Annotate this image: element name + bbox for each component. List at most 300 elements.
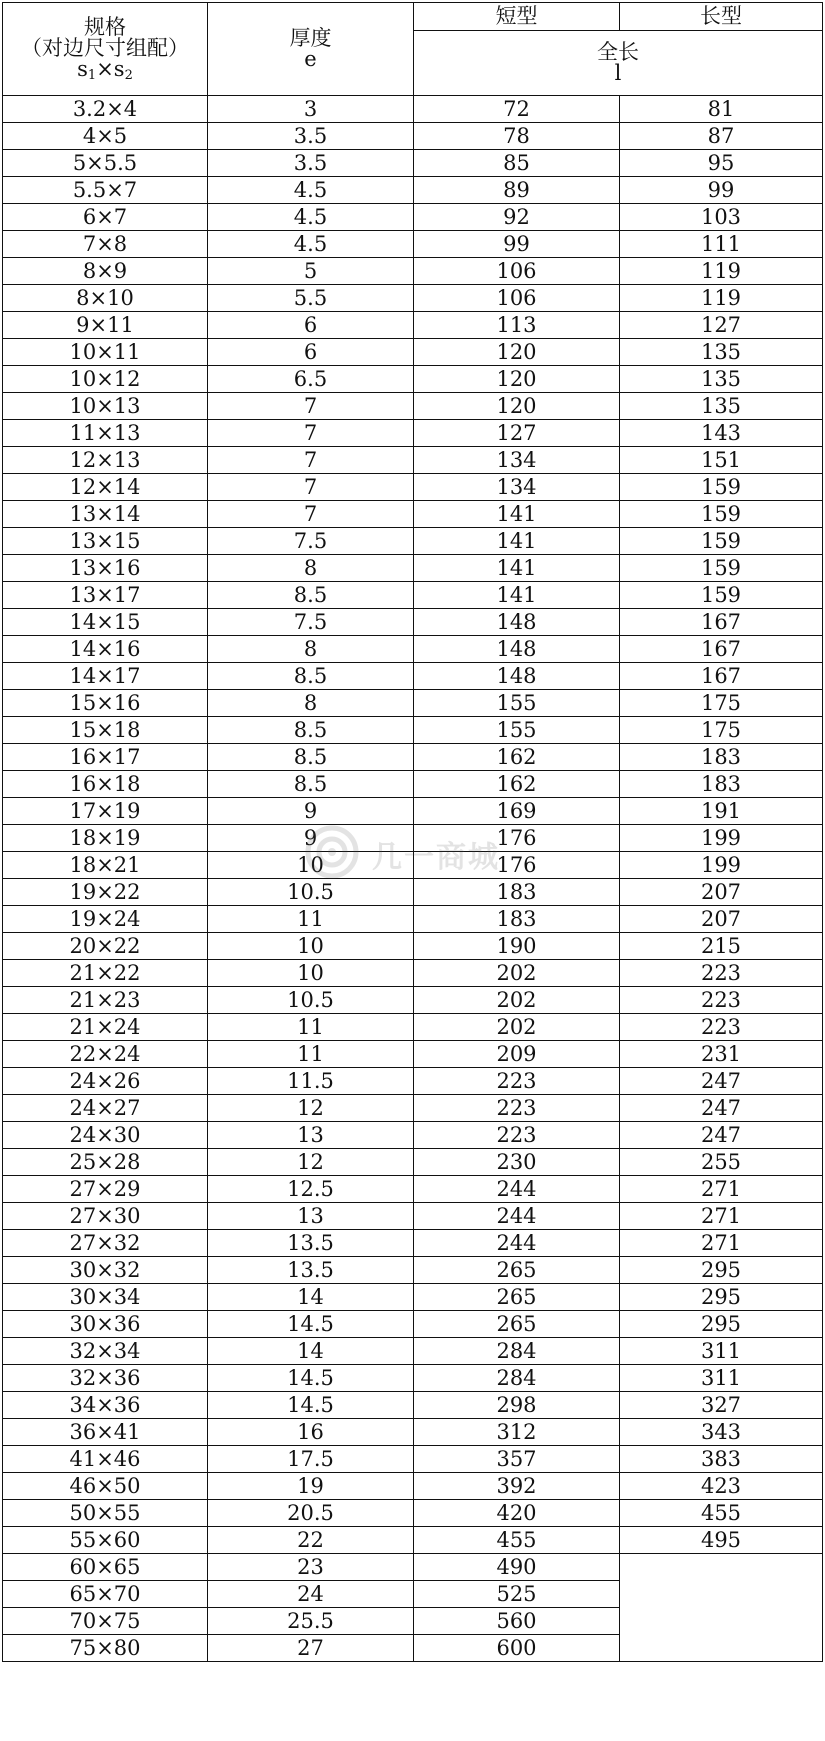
long-cell: 175 (620, 690, 823, 717)
spec-cell: 8×10 (3, 285, 208, 312)
short-cell: 223 (414, 1068, 620, 1095)
thickness-header-label: 厚度 (289, 26, 332, 50)
table-row (3, 1041, 823, 1068)
spec-s1: s (77, 56, 88, 81)
spec-cell: 13×14 (3, 501, 208, 528)
spec-cell: 3.2×4 (3, 96, 208, 123)
long-cell: 167 (620, 663, 823, 690)
short-cell: 134 (414, 474, 620, 501)
long-cell: 119 (620, 258, 823, 285)
spec-cell: 24×26 (3, 1068, 208, 1095)
table-row (3, 1257, 823, 1284)
short-cell: 120 (414, 393, 620, 420)
spec-cell: 65×70 (3, 1581, 208, 1608)
table-row (3, 1122, 823, 1149)
thickness-cell: 11.5 (208, 1068, 414, 1095)
spec-cell: 4×5 (3, 123, 208, 150)
spec-cell: 16×18 (3, 771, 208, 798)
spec-cell: 22×24 (3, 1041, 208, 1068)
thickness-cell: 27 (208, 1635, 414, 1662)
thickness-cell: 7 (208, 447, 414, 474)
short-cell: 560 (414, 1608, 620, 1635)
long-cell: 455 (620, 1500, 823, 1527)
spec-cell: 9×11 (3, 312, 208, 339)
spec-cell: 34×36 (3, 1392, 208, 1419)
spec-cell: 21×22 (3, 960, 208, 987)
thickness-cell: 14.5 (208, 1392, 414, 1419)
short-cell: 169 (414, 798, 620, 825)
short-type-header: 短型 (414, 3, 620, 31)
spec-s1-subscript: 1 (87, 67, 97, 83)
table-row (3, 204, 823, 231)
long-cell: 151 (620, 447, 823, 474)
spec-cell: 7×8 (3, 231, 208, 258)
spec-cell: 10×11 (3, 339, 208, 366)
table-row (3, 312, 823, 339)
spec-header-subtitle: （对边尺寸组配） (21, 35, 189, 60)
spec-s2: s (113, 56, 125, 81)
table-row (3, 690, 823, 717)
long-cell: 103 (620, 204, 823, 231)
spec-cell: 46×50 (3, 1473, 208, 1500)
short-cell: 209 (414, 1041, 620, 1068)
table-row (3, 285, 823, 312)
table-row (3, 258, 823, 285)
long-cell: 271 (620, 1203, 823, 1230)
long-cell: 231 (620, 1041, 823, 1068)
thickness-cell: 11 (208, 906, 414, 933)
short-cell: 148 (414, 636, 620, 663)
short-cell: 265 (414, 1311, 620, 1338)
thickness-cell: 24 (208, 1581, 414, 1608)
table-row (3, 798, 823, 825)
short-cell: 141 (414, 528, 620, 555)
long-cell: 175 (620, 717, 823, 744)
thickness-cell: 14.5 (208, 1311, 414, 1338)
spec-s2-subscript: 2 (124, 67, 133, 83)
spec-cell: 17×19 (3, 798, 208, 825)
short-cell: 244 (414, 1203, 620, 1230)
table-row (3, 150, 823, 177)
thickness-cell: 3.5 (208, 150, 414, 177)
short-cell: 284 (414, 1365, 620, 1392)
short-cell: 176 (414, 825, 620, 852)
short-cell: 141 (414, 501, 620, 528)
thickness-cell: 14 (208, 1338, 414, 1365)
thickness-cell: 14 (208, 1284, 414, 1311)
long-cell: 99 (620, 177, 823, 204)
thickness-cell: 9 (208, 798, 414, 825)
spec-cell: 13×15 (3, 528, 208, 555)
short-cell: 420 (414, 1500, 620, 1527)
table-row (3, 825, 823, 852)
table-row (3, 1203, 823, 1230)
spec-cell: 5.5×7 (3, 177, 208, 204)
spec-cell: 60×65 (3, 1554, 208, 1581)
short-cell: 183 (414, 879, 620, 906)
spec-cell: 13×17 (3, 582, 208, 609)
spec-times: × (96, 56, 114, 81)
table-row (3, 96, 823, 123)
thickness-cell: 16 (208, 1419, 414, 1446)
long-cell: 159 (620, 555, 823, 582)
thickness-cell: 23 (208, 1554, 414, 1581)
spec-cell: 19×24 (3, 906, 208, 933)
spec-cell: 24×30 (3, 1122, 208, 1149)
short-cell: 89 (414, 177, 620, 204)
table-row (3, 177, 823, 204)
long-cell: 207 (620, 879, 823, 906)
short-cell: 148 (414, 663, 620, 690)
thickness-column-header (208, 3, 414, 96)
spec-column-header (3, 3, 208, 96)
short-cell: 298 (414, 1392, 620, 1419)
short-cell: 244 (414, 1230, 620, 1257)
thickness-cell: 8 (208, 555, 414, 582)
short-cell: 223 (414, 1095, 620, 1122)
thickness-cell: 13.5 (208, 1230, 414, 1257)
thickness-cell: 5.5 (208, 285, 414, 312)
thickness-cell: 3 (208, 96, 414, 123)
thickness-cell: 8.5 (208, 771, 414, 798)
table-row (3, 1014, 823, 1041)
thickness-cell: 10.5 (208, 879, 414, 906)
spec-cell: 20×22 (3, 933, 208, 960)
thickness-cell: 20.5 (208, 1500, 414, 1527)
spec-cell: 30×32 (3, 1257, 208, 1284)
short-cell: 490 (414, 1554, 620, 1581)
long-cell: 87 (620, 123, 823, 150)
short-cell: 455 (414, 1527, 620, 1554)
table-row (3, 1068, 823, 1095)
spec-cell: 25×28 (3, 1149, 208, 1176)
long-cell: 119 (620, 285, 823, 312)
long-cell: 135 (620, 339, 823, 366)
thickness-cell: 12.5 (208, 1176, 414, 1203)
table-row (3, 447, 823, 474)
table-row (3, 231, 823, 258)
long-cell: 311 (620, 1365, 823, 1392)
spec-cell: 27×30 (3, 1203, 208, 1230)
short-cell: 113 (414, 312, 620, 339)
long-cell: 343 (620, 1419, 823, 1446)
spec-cell: 18×19 (3, 825, 208, 852)
spec-header-formula (3, 56, 207, 83)
short-cell: 265 (414, 1257, 620, 1284)
long-cell: 111 (620, 231, 823, 258)
short-cell: 223 (414, 1122, 620, 1149)
long-cell: 383 (620, 1446, 823, 1473)
table-row (3, 1392, 823, 1419)
spec-cell: 14×16 (3, 636, 208, 663)
spec-cell: 14×17 (3, 663, 208, 690)
long-cell: 223 (620, 960, 823, 987)
length-header-label: 全长 (597, 40, 639, 64)
spec-cell: 6×7 (3, 204, 208, 231)
thickness-header-symbol: e (304, 47, 317, 71)
thickness-cell: 10.5 (208, 987, 414, 1014)
short-cell: 176 (414, 852, 620, 879)
table-row (3, 1473, 823, 1500)
table-row (3, 1176, 823, 1203)
table-row (3, 1095, 823, 1122)
spec-cell: 32×34 (3, 1338, 208, 1365)
spec-cell: 12×14 (3, 474, 208, 501)
short-cell: 106 (414, 285, 620, 312)
long-cell: 423 (620, 1473, 823, 1500)
spec-cell: 10×13 (3, 393, 208, 420)
spec-cell: 32×36 (3, 1365, 208, 1392)
table-row (3, 609, 823, 636)
thickness-cell: 4.5 (208, 204, 414, 231)
thickness-cell: 5 (208, 258, 414, 285)
short-cell: 155 (414, 690, 620, 717)
spec-cell: 30×34 (3, 1284, 208, 1311)
thickness-cell: 8.5 (208, 582, 414, 609)
thickness-cell: 6.5 (208, 366, 414, 393)
table-row (3, 123, 823, 150)
table-row (3, 906, 823, 933)
spec-cell: 11×13 (3, 420, 208, 447)
thickness-cell: 13.5 (208, 1257, 414, 1284)
watermark-text: 几一商城 (372, 840, 500, 875)
long-cell: 271 (620, 1176, 823, 1203)
table-row (3, 366, 823, 393)
table-row (3, 1554, 823, 1581)
long-type-header: 长型 (620, 3, 823, 31)
wrench-spec-table (2, 2, 823, 1662)
long-cell: 127 (620, 312, 823, 339)
thickness-cell: 4.5 (208, 231, 414, 258)
short-cell: 148 (414, 609, 620, 636)
spec-cell: 27×29 (3, 1176, 208, 1203)
thickness-cell: 12 (208, 1149, 414, 1176)
spec-cell: 14×15 (3, 609, 208, 636)
spec-cell: 27×32 (3, 1230, 208, 1257)
table-row (3, 339, 823, 366)
spec-cell: 36×41 (3, 1419, 208, 1446)
spec-cell: 30×36 (3, 1311, 208, 1338)
short-cell: 183 (414, 906, 620, 933)
thickness-cell: 6 (208, 339, 414, 366)
table-row (3, 852, 823, 879)
spec-cell: 12×13 (3, 447, 208, 474)
table-row (3, 960, 823, 987)
long-cell: 295 (620, 1311, 823, 1338)
spec-cell: 10×12 (3, 366, 208, 393)
short-cell: 120 (414, 366, 620, 393)
table-row (3, 1230, 823, 1257)
long-cell: 135 (620, 366, 823, 393)
short-cell: 106 (414, 258, 620, 285)
thickness-cell: 17.5 (208, 1446, 414, 1473)
thickness-cell: 7 (208, 420, 414, 447)
table-row (3, 1284, 823, 1311)
thickness-cell: 4.5 (208, 177, 414, 204)
table-row (3, 1311, 823, 1338)
thickness-cell: 11 (208, 1014, 414, 1041)
long-cell: 295 (620, 1257, 823, 1284)
spec-cell: 13×16 (3, 555, 208, 582)
table-row (3, 987, 823, 1014)
thickness-cell: 22 (208, 1527, 414, 1554)
thickness-cell: 7.5 (208, 528, 414, 555)
table-row (3, 1500, 823, 1527)
table-row (3, 933, 823, 960)
long-cell: 183 (620, 744, 823, 771)
long-cell: 215 (620, 933, 823, 960)
spec-cell: 15×18 (3, 717, 208, 744)
long-cell: 167 (620, 609, 823, 636)
thickness-cell: 13 (208, 1122, 414, 1149)
table-row (3, 717, 823, 744)
thickness-cell: 12 (208, 1095, 414, 1122)
table-row (3, 1419, 823, 1446)
short-cell: 525 (414, 1581, 620, 1608)
long-cell: 183 (620, 771, 823, 798)
thickness-cell: 11 (208, 1041, 414, 1068)
thickness-cell: 7 (208, 474, 414, 501)
spec-cell: 41×46 (3, 1446, 208, 1473)
thickness-cell: 7 (208, 501, 414, 528)
short-cell: 230 (414, 1149, 620, 1176)
long-cell: 95 (620, 150, 823, 177)
table-row (3, 663, 823, 690)
thickness-cell: 19 (208, 1473, 414, 1500)
thickness-cell: 10 (208, 852, 414, 879)
short-cell: 155 (414, 717, 620, 744)
long-length-blank-cell (620, 1554, 823, 1662)
short-cell: 72 (414, 96, 620, 123)
short-cell: 312 (414, 1419, 620, 1446)
short-cell: 202 (414, 987, 620, 1014)
thickness-cell: 3.5 (208, 123, 414, 150)
thickness-cell: 8.5 (208, 744, 414, 771)
spec-cell: 75×80 (3, 1635, 208, 1662)
spec-cell: 19×22 (3, 879, 208, 906)
thickness-cell: 9 (208, 825, 414, 852)
table-body (3, 96, 823, 1662)
thickness-cell: 13 (208, 1203, 414, 1230)
spec-cell: 21×24 (3, 1014, 208, 1041)
long-cell: 199 (620, 852, 823, 879)
short-cell: 357 (414, 1446, 620, 1473)
thickness-cell: 14.5 (208, 1365, 414, 1392)
thickness-cell: 6 (208, 312, 414, 339)
short-cell: 141 (414, 582, 620, 609)
long-cell: 255 (620, 1149, 823, 1176)
long-cell: 295 (620, 1284, 823, 1311)
table-row (3, 1446, 823, 1473)
table-row (3, 393, 823, 420)
spec-cell: 24×27 (3, 1095, 208, 1122)
thickness-cell: 10 (208, 933, 414, 960)
thickness-cell: 7 (208, 393, 414, 420)
long-cell: 207 (620, 906, 823, 933)
table-row (3, 555, 823, 582)
short-cell: 134 (414, 447, 620, 474)
table-row (3, 582, 823, 609)
table-row (3, 501, 823, 528)
table-row (3, 636, 823, 663)
short-cell: 244 (414, 1176, 620, 1203)
thickness-cell: 8.5 (208, 663, 414, 690)
short-cell: 141 (414, 555, 620, 582)
table-row (3, 1365, 823, 1392)
short-cell: 202 (414, 960, 620, 987)
spec-cell: 50×55 (3, 1500, 208, 1527)
spec-cell: 55×60 (3, 1527, 208, 1554)
table-row (3, 1338, 823, 1365)
table-row (3, 771, 823, 798)
long-cell: 167 (620, 636, 823, 663)
long-cell: 135 (620, 393, 823, 420)
length-header (414, 31, 823, 96)
long-cell: 311 (620, 1338, 823, 1365)
spec-header-label: 规格 (84, 14, 126, 39)
table-row (3, 1527, 823, 1554)
thickness-cell: 10 (208, 960, 414, 987)
thickness-cell: 8 (208, 636, 414, 663)
long-cell: 81 (620, 96, 823, 123)
spec-cell: 15×16 (3, 690, 208, 717)
short-cell: 162 (414, 771, 620, 798)
short-cell: 392 (414, 1473, 620, 1500)
short-cell: 78 (414, 123, 620, 150)
short-cell: 99 (414, 231, 620, 258)
table-row (3, 879, 823, 906)
long-cell: 159 (620, 582, 823, 609)
table-header (3, 3, 823, 96)
spec-cell: 18×21 (3, 852, 208, 879)
short-cell: 85 (414, 150, 620, 177)
long-cell: 247 (620, 1068, 823, 1095)
long-cell: 199 (620, 825, 823, 852)
length-header-symbol: l (614, 61, 622, 85)
spec-cell: 16×17 (3, 744, 208, 771)
short-cell: 202 (414, 1014, 620, 1041)
short-cell: 190 (414, 933, 620, 960)
spec-cell: 21×23 (3, 987, 208, 1014)
long-cell: 247 (620, 1095, 823, 1122)
short-cell: 127 (414, 420, 620, 447)
long-cell: 159 (620, 528, 823, 555)
thickness-cell: 8.5 (208, 717, 414, 744)
long-cell: 159 (620, 501, 823, 528)
long-cell: 223 (620, 987, 823, 1014)
long-cell: 271 (620, 1230, 823, 1257)
table-row (3, 528, 823, 555)
long-cell: 327 (620, 1392, 823, 1419)
long-cell: 223 (620, 1014, 823, 1041)
long-cell: 495 (620, 1527, 823, 1554)
spec-cell: 70×75 (3, 1608, 208, 1635)
table-row (3, 420, 823, 447)
short-cell: 92 (414, 204, 620, 231)
long-cell: 191 (620, 798, 823, 825)
short-cell: 162 (414, 744, 620, 771)
spec-cell: 5×5.5 (3, 150, 208, 177)
table-row (3, 474, 823, 501)
table-row (3, 744, 823, 771)
long-cell: 247 (620, 1122, 823, 1149)
long-cell: 143 (620, 420, 823, 447)
thickness-cell: 7.5 (208, 609, 414, 636)
thickness-cell: 8 (208, 690, 414, 717)
long-cell: 159 (620, 474, 823, 501)
spec-cell: 8×9 (3, 258, 208, 285)
short-cell: 600 (414, 1635, 620, 1662)
